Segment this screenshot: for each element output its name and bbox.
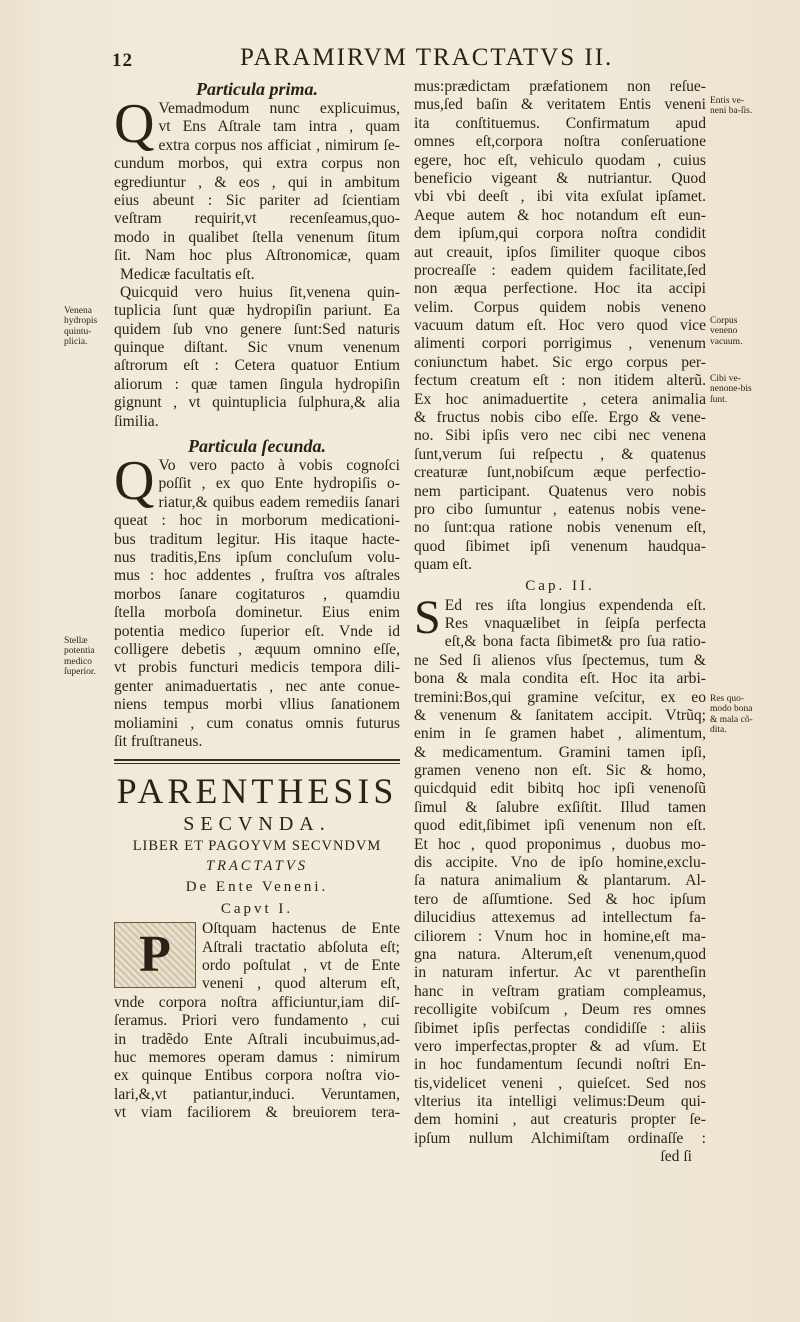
liber-line: LIBER ET PAGOYVM SECVNDVM (132, 838, 382, 855)
text-line: Quicquid vero huius ſit,venena quin- (120, 283, 400, 301)
text-line: mus,ſed baſin & veritatem Entis veneni (414, 96, 706, 114)
paragraph-3 (114, 450, 400, 751)
text-line: lari,&,vt patiantur,induci. Veruntamen, (114, 1085, 400, 1103)
text-line: ordo poſtulat , vt de Ente (202, 957, 400, 975)
text-line: mus : hoc addentes , fruſtra vos aſtrales (114, 567, 400, 585)
text-line: Oſtquam hactenus de Ente (202, 920, 400, 938)
text-line: Aeque autem & hoc notandum eſt eun- (414, 206, 706, 224)
text-line: queat : hoc in morborum medicationi- (114, 512, 400, 530)
text-line: no ſunt:qua ratione nobis venenum eſt, (414, 519, 706, 537)
text-line: & fructus nobis cibo eſſe. Ergo & vene- (414, 409, 706, 427)
text-line: Medicæ facultatis eſt. (120, 265, 255, 283)
text-line: aſtrorum eſt : Cetera quatuor Entium (114, 357, 400, 375)
text-line: eius abeunt : Sic pariter ad ſcientiam (114, 191, 400, 209)
text-line: non æqua perfectione. Hoc ita accipi (414, 280, 706, 298)
margin-note-cibi: Cibi ve-nenone-bis ſunt. (710, 374, 752, 405)
text-line: quod ſibimet ipſi venenum haudqua- (414, 537, 706, 555)
text-line: in tradẽdo Ente Aſtrali incubuimus,ad- (114, 1030, 400, 1048)
text-line: extra corpus nos afficiat , nimirum ſe- (158, 136, 400, 154)
text-line: Res vnaquælibet in ſeipſa perfecta (444, 614, 706, 632)
text-line: ſunt,verum ſui reſpectu , & quatenus (414, 445, 706, 463)
text-line: veneni , quod alterum eſt, (202, 975, 400, 993)
text-line: fectum creatum eſt : non itidem alterũ. (414, 372, 706, 390)
text-line: ex quinque Entibus corpora noſtra vio- (114, 1067, 400, 1085)
text-line: huc memores operam damus : nimirum (114, 1049, 400, 1067)
text-line: creaturæ ſunt,nobiſcum æque perfectio- (414, 464, 706, 482)
text-line: no. Sibi ipſis vero nec cibi nec venena (414, 427, 706, 445)
text-line: colligere debetis , æquum omnino eſſe, (114, 640, 400, 658)
text-line: ciliorem : Vnum hoc in homine,eſt ma- (414, 927, 706, 945)
text-line: beneficio vigeant & nutriantur. Quod (414, 169, 706, 187)
text-line: omnes eſt,corpora noſtra conſeruatione (414, 133, 706, 151)
text-line: in hoc fundamentum ſecundi noſtri En- (414, 1056, 706, 1074)
drop-cap-s: S (414, 590, 441, 644)
cap-ii-heading: Cap. II. (525, 577, 595, 594)
text-line: mus:prædictam præfationem non reſue- (414, 78, 706, 95)
text-line: tuplicia ſunt quæ hydropiſin pariunt. Ea (114, 302, 400, 320)
text-line: coniunctum habet. Sic ergo corpus per- (414, 353, 706, 371)
text-line: moliamini , cum conatus omnis futurus (114, 714, 400, 732)
text-line: dem ipſum,qui corpora noſtra condidit (414, 225, 706, 243)
text-line: pro cibo ſumuntur , eatenus nobis vene- (414, 500, 706, 518)
heading-particula-secunda: Particula ſecunda. (188, 436, 326, 457)
text-line: vacuum datum eſt. Hoc vero quod vice (414, 317, 706, 335)
text-line: vt probis functuri medicis tempora dili- (114, 659, 400, 677)
text-line: ſimilia. (114, 412, 159, 430)
margin-note-venena: Venena hydropis quintu-plicia. (64, 306, 98, 348)
text-line: dem homini , aut creaturis propter ſe- (414, 1111, 706, 1129)
parenthesis-subtitle: SECVNDA. (183, 813, 331, 836)
text-line: quidem ſub vno genere ſunt:Sed naturis (114, 320, 400, 338)
running-head: PARAMIRVM TRACTATVS II. (240, 44, 614, 71)
text-line: quod edit,ſibimet ipſi venenum non eſt. (414, 817, 706, 835)
text-line: ſimul & ſalubre exſiſtit. Illud tamen (414, 798, 706, 816)
text-line: ſibimet ipſis perfectas condidiſſe : aliis (414, 1019, 706, 1037)
text-line: velim. Corpus quidem nobis veneno (414, 298, 706, 316)
text-line: in naturam infertur. Ac vt parentheſin (414, 964, 706, 982)
parenthesis-title: PARENTHESIS (116, 771, 398, 812)
paragraph-1 (114, 93, 400, 284)
text-line: quam eſt. (414, 556, 473, 574)
text-line: egrediuntur , & eos , qui in ambitum (114, 173, 400, 191)
text-line: ſit fruſtraneus. (114, 732, 203, 750)
text-line: Aſtrali tractatio abſoluta eſt; (202, 938, 400, 956)
text-line: & venenum & ſanitatem accipit. Vtrũq; (414, 706, 706, 724)
text-line: cundum morbos, qui extra corpus non (114, 155, 400, 173)
margin-note-res-quomodo: Res quo-modo bona & mala cõ-dita. (710, 694, 753, 736)
text-line: hanc in veſtram gratiam compleamus, (414, 982, 706, 1000)
text-line: morbos ſanare cogitaturos , quamdiu (114, 585, 400, 603)
text-line: eſt,& bona facta ſibimet& pro ſua ratio- (444, 633, 706, 651)
text-line: gramen veneno non eſt. Sic & homo, (414, 762, 706, 780)
text-line: ſeramus. Priori vero fundamento , cui (114, 1012, 400, 1030)
text-line: nem participant. Quatenus vero nobis (414, 482, 706, 500)
heading-particula-prima: Particula prima. (195, 79, 318, 99)
text-line: Ed res iſta longius expendenda eſt. (444, 596, 706, 614)
text-line: dilucidius attexemus ad intellectum fa- (414, 909, 706, 927)
paragraph-6 (414, 590, 706, 1149)
text-line: aliorum : quæ tamen ſingula hydropiſin (114, 375, 400, 393)
paragraph-5 (414, 78, 706, 575)
text-line: ita conſtituemus. Confirmatum apud (414, 114, 706, 132)
paragraph-4 (114, 920, 400, 1122)
text-line: potentia medico ſuperior eſt. Vnde id (114, 622, 400, 640)
text-line: tero de aſſumtione. Sed & hoc ipſum (414, 890, 706, 908)
page-number: 12 (112, 50, 133, 71)
decorated-initial-p: P (114, 922, 196, 988)
text-line: Et hoc , quod proponimus , duobus mo- (414, 835, 706, 853)
text-line: ſit. Nam hoc plus Aſtronomicæ, quam (114, 247, 400, 265)
margin-note-stellae: Stellæ potentia medico ſuperior. (64, 636, 96, 678)
drop-cap-q: Q (114, 450, 155, 513)
paragraph-2 (114, 284, 400, 431)
text-line: aut creauit, ipſos ſimiliter quoque cibos (414, 243, 706, 261)
text-line: gignunt , vt quintuplicia ſulphura,& alia (114, 394, 400, 412)
text-line: gna natura. Alterum,eſt venenum,quod (414, 945, 706, 963)
text-line: vnde corpora noſtra afficiuntur,iam diſ- (114, 993, 400, 1011)
text-line: alimenti corpori porrigimus , venenum (414, 335, 706, 353)
text-line: vt Ens Aſtrale tam intra , quam (158, 118, 400, 136)
text-line: nus traditis,Ens ipſum concluſum volu- (114, 548, 400, 566)
text-line: vt viam faciliorem & breuiorem tera- (114, 1104, 400, 1122)
text-line: quinque diſtant. Sic vnum venenum (114, 339, 400, 357)
text-line: bona & mala condita eſt. Hoc ita arbi- (414, 670, 706, 688)
divider (114, 759, 400, 764)
text-line: vbi vbi deeſt , ibi vita exſulat ipſamet. (414, 188, 706, 206)
de-ente-veneni-line: De Ente Veneni. (185, 879, 329, 896)
text-line: Vemadmodum nunc explicuimus, (158, 100, 400, 117)
text-line: vlterius ita intelligi velimus:Deum qui- (414, 1093, 706, 1111)
text-line: vero imperfectas,propter & ad vſum. Et (414, 1037, 706, 1055)
text-line: procreaſſe : eadem quidem facilitate,ſed (414, 261, 706, 279)
left-column (114, 78, 400, 1123)
margin-note-corpus: Corpus veneno vacuum. (710, 316, 743, 347)
right-column (414, 78, 706, 1167)
text-line: quicdquid edit bibitq hoc ipſi venenoſũ (414, 780, 706, 798)
text-line: ſtella morboſa dominetur. Eius enim (114, 604, 400, 622)
caput-line: Capvt I. (220, 901, 294, 918)
text-line: poſſit , ex quo Ente hydropiſis o- (158, 475, 400, 493)
text-line: ſa natura animalium & plantarum. Al- (414, 872, 706, 890)
text-line: egere, hoc eſt, vehiculo quodam , cuius (414, 151, 706, 169)
text-line: recolligite vobiſcum , Deum res omnes (414, 1001, 706, 1019)
tractatus-line: TRACTATVS (206, 858, 308, 875)
drop-cap-q: Q (114, 93, 155, 155)
catchword: ſed ſi (660, 1148, 692, 1166)
text-line: ne Sed ſi alienos vſus ſpectemus, tum & (414, 651, 706, 669)
text-line: riatur,& quibus eadem remediis ſanari (158, 493, 400, 511)
text-line: dis accipite. Vno de ipſo homine,exclu- (414, 854, 706, 872)
text-line: modo in qualibet ſtella venenum ſitum (114, 228, 400, 246)
text-line: enim in ſe gramen habet , alimentum, (414, 725, 706, 743)
text-line: tis,videlicet veneni , quieſcet. Sed nos (414, 1074, 706, 1092)
text-line: Vo vero pacto à vobis cognoſci (158, 457, 400, 475)
text-line: Ex hoc animaduertite , cetera animalia (414, 390, 706, 408)
text-line: tremini:Bos,qui gramine veſcitur, ex eo (414, 688, 706, 706)
text-line: bus traditum legitur. His itaque hacte- (114, 530, 400, 548)
text-line: genter animaduertatis , nec ante conue- (114, 677, 400, 695)
text-line: & medicamentum. Gramini tamen ipſi, (414, 743, 706, 761)
text-line: ipſum nullum Alchimiſtam ordinaſſe : (414, 1129, 706, 1147)
margin-note-entis-veneni: Entis ve-neni ba-ſis. (710, 96, 753, 117)
text-line: veſtram requirit,vt recenſeamus,quo- (114, 210, 400, 228)
text-line: niens tempus morbi vllius ſanationem (114, 696, 400, 714)
